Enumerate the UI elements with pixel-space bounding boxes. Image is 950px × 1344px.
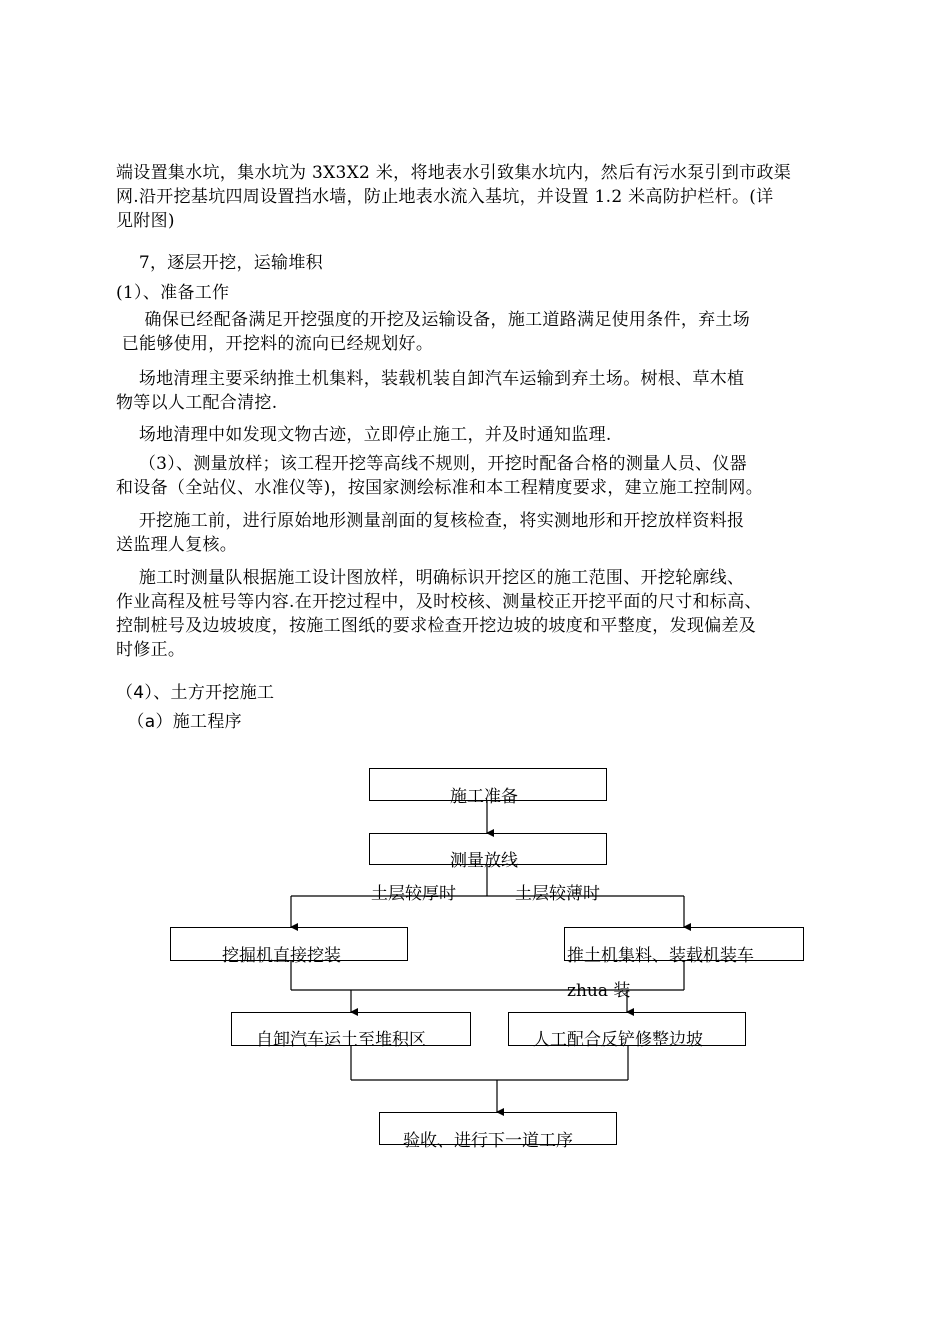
heading-earthwork: （4）、土方开挖施工 [116,683,275,703]
flow-label-final: 验收、进行下一道工序 [403,1131,573,1151]
paragraph-terrain-check: 开挖施工前，进行原始地形测量剖面的复核检查，将实测地形和开挖放样资料报 送监理人复核。 [116,511,745,555]
heading-procedure: （a）施工程序 [116,712,242,732]
flow-label-trim: 人工配合反铲修整边坡 [533,1030,703,1050]
flow-label-survey: 测量放线 [450,851,518,871]
paragraph-relics: 场地清理中如发现文物古迹，立即停止施工，并及时通知监理. [116,425,612,445]
flow-label-thin-soil: 土层较薄时 [515,884,600,904]
paragraph-site-clearing: 场地清理主要采纳推土机集料，装载机装自卸汽车运输到弃土场。树根、草木植 物等以人工配合清挖. [116,369,745,413]
heading-excavation: 7，逐层开挖，运输堆积 [116,253,323,273]
paragraph-preparation: 确保已经配备满足开挖强度的开挖及运输设备，施工道路满足使用条件，弃土场 已能够使用，开挖料的流向已经规划好。 [121,310,751,354]
paragraph-survey: （3）、测量放样；该工程开挖等高线不规则，开挖时配备合格的测量人员、仪器 和设备（全站仪、水准仪等)，按国家测绘标准和本工程精度要求，建立施工控制网。 [116,454,764,498]
flow-label-excavator: 挖掘机直接挖装 [222,946,341,966]
flow-label-transport: 自卸汽车运土至堆积区 [256,1030,426,1050]
flow-label-bulldozer-extra: zhua 装 [567,981,631,1001]
paragraph-drainage: 端设置集水坑，集水坑为 3X3X2 米，将地表水引致集水坑内，然后有污水泵引到市政渠 网.沿开挖基坑四周设置挡水墙，防止地表水流入基坑，并设置 1.2 米高防护栏杆。(详 见附图) [116,163,792,231]
flow-label-prep: 施工准备 [450,787,518,807]
flow-label-bulldozer: 推土机集料、装载机装车 [567,946,754,966]
paragraph-survey-team: 施工时测量队根据施工设计图放样，明确标识开挖区的施工范围、开挖轮廓线、 作业高程及桩号等内容.在开挖过程中，及时校核、测量校正开挖平面的尺寸和标高、 控制桩号及边坡坡度，按施工图纸的要求检查开挖边坡的坡度和平整度，发现偏差及 时修正。 [116,568,762,660]
heading-preparation: (1）、准备工作 [116,283,230,303]
flow-label-thick-soil: 土层较厚时 [371,884,456,904]
